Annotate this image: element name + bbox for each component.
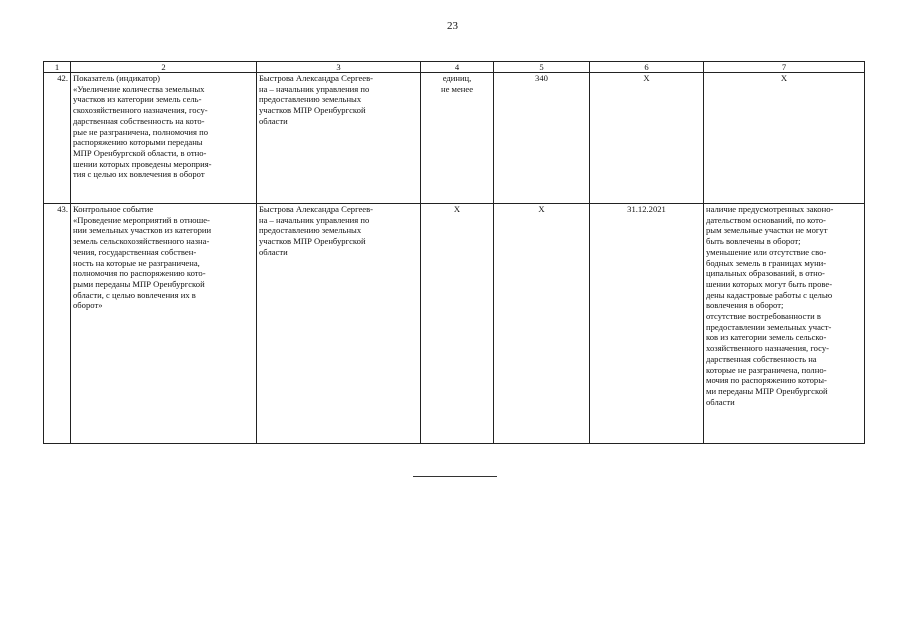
- row-description: [71, 73, 257, 204]
- text-line: Быстрова Александра Сергеев-: [259, 204, 374, 214]
- page-number: 23: [447, 20, 458, 32]
- text-line: которые не разграничена, полно-: [706, 364, 827, 375]
- column-header: 6: [590, 62, 704, 73]
- text-line: отсутствие востребованности в: [706, 311, 821, 322]
- text-line: единиц,: [442, 73, 472, 83]
- text-line: области, с целью вовлечения их в: [73, 289, 196, 300]
- row-responsible: [257, 204, 421, 444]
- text-line: дательством оснований, по кото-: [706, 214, 826, 225]
- indicator-table: [43, 61, 865, 444]
- text-line: рым земельные участки не могут: [706, 225, 828, 236]
- row-number: 43.: [44, 204, 71, 444]
- column-header: 2: [71, 62, 257, 73]
- text-line: земель сельскохозяйственного назна-: [73, 236, 210, 247]
- text-line: дарственная собственность на: [706, 353, 817, 364]
- text-line: Быстрова Александра Сергеев-: [259, 73, 374, 83]
- text-line: вовлечения в оборот;: [706, 300, 784, 311]
- text-line: тия с целью их вовлечения в оборот: [73, 169, 205, 180]
- text-line: МПР Оренбургской области, в отно-: [73, 147, 207, 158]
- text-line: «Увеличение количества земельных: [73, 83, 205, 94]
- text-line: хозяйственного назначения, госу-: [706, 343, 829, 354]
- text-line: чения, государственная собствен-: [73, 246, 197, 257]
- text-line: бодных земель в границах муни-: [706, 257, 827, 268]
- text-line: полномочия по распоряжению кото-: [73, 268, 206, 279]
- text-line: Х: [780, 73, 788, 83]
- row-responsible: [257, 73, 421, 204]
- text-line: участков МПР Оренбургской: [259, 105, 366, 116]
- text-line: оборот»: [73, 300, 103, 311]
- row-column-7: [704, 204, 865, 444]
- text-line: мочия по распоряжению которы-: [706, 375, 827, 386]
- text-line: уменьшение или отсутствие сво-: [706, 246, 827, 257]
- row-column-6: Х: [590, 73, 704, 204]
- text-line: быть вовлечены в оборот;: [706, 236, 801, 247]
- row-description: [71, 204, 257, 444]
- text-line: предоставлении земельных участ-: [706, 321, 832, 332]
- text-line: скохозяйственного назначения, госу-: [73, 105, 208, 116]
- row-column-6: 31.12.2021: [590, 204, 704, 444]
- text-line: дены кадастровые работы с целью: [706, 289, 833, 300]
- column-header: 3: [257, 62, 421, 73]
- text-line: участков из категории земель сель-: [73, 94, 202, 105]
- text-line: Х: [453, 204, 461, 214]
- row-unit: [421, 204, 494, 444]
- text-line: не менее: [440, 83, 474, 94]
- text-line: рыми переданы МПР Оренбургской: [73, 278, 205, 289]
- row-number: 42.: [44, 73, 71, 204]
- text-line: дарственная собственность на кото-: [73, 115, 205, 126]
- text-line: ми переданы МПР Оренбургской: [706, 385, 828, 396]
- text-line: распоряжению которыми переданы: [73, 137, 203, 148]
- text-line: участков МПР Оренбургской: [259, 236, 366, 247]
- text-line: области: [259, 115, 288, 126]
- text-line: предоставлению земельных: [259, 225, 362, 236]
- table-row: [44, 204, 865, 444]
- text-line: ков из категории земель сельско-: [706, 332, 827, 343]
- row-column-7: [704, 73, 865, 204]
- text-line: Показатель (индикатор): [73, 73, 161, 83]
- table-row: [44, 73, 865, 204]
- text-line: «Проведение мероприятий в отноше-: [73, 214, 210, 225]
- text-line: шении которых могут быть прове-: [706, 278, 833, 289]
- text-line: наличие предусмотренных законо-: [706, 204, 834, 214]
- row-value: Х: [494, 204, 590, 444]
- text-line: области: [259, 246, 288, 257]
- text-line: нии земельных участков из категории: [73, 225, 212, 236]
- column-header: 5: [494, 62, 590, 73]
- row-unit: [421, 73, 494, 204]
- text-line: на – начальник управления по: [259, 214, 370, 225]
- text-line: шении которых проведены мероприя-: [73, 158, 212, 169]
- text-line: рые не разграничена, полномочия по: [73, 126, 209, 137]
- text-line: области: [706, 396, 735, 407]
- text-line: ципальных образований, в отно-: [706, 268, 825, 279]
- table-header-row: [44, 62, 865, 73]
- text-line: ность на которые не разграничена,: [73, 257, 200, 268]
- text-line: предоставлению земельных: [259, 94, 362, 105]
- text-line: Контрольное событие: [73, 204, 154, 214]
- text-line: на – начальник управления по: [259, 83, 370, 94]
- column-header: 7: [704, 62, 865, 73]
- footer-rule: [413, 476, 497, 477]
- column-header: 4: [421, 62, 494, 73]
- row-value: 340: [494, 73, 590, 204]
- column-header: 1: [44, 62, 71, 73]
